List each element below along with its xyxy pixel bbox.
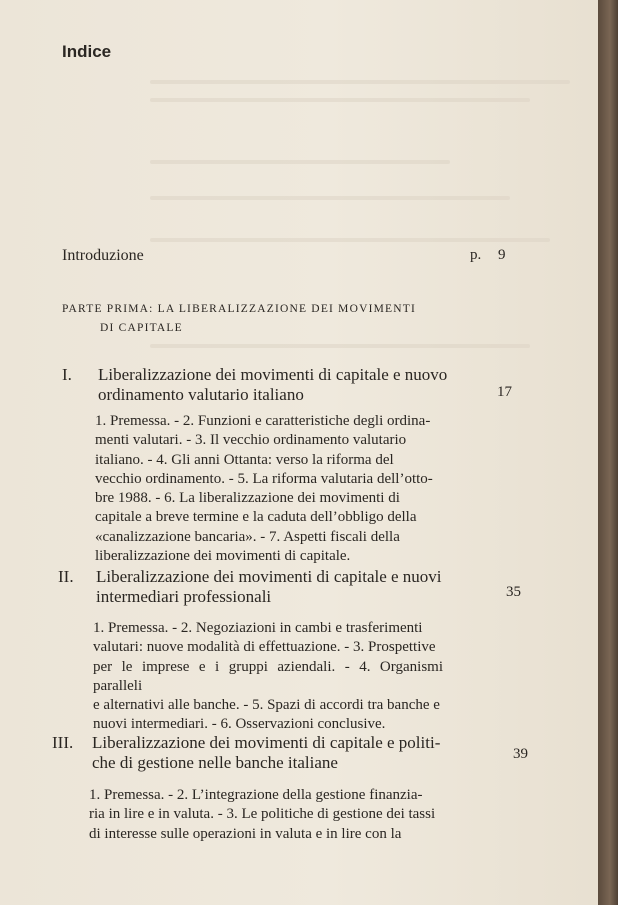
contents-line: menti valutari. - 3. Il vecchio ordinamento valutario (95, 432, 407, 449)
contents-line: bre 1988. - 6. La liberalizzazione dei movimenti di (95, 490, 400, 507)
chapter-title-line: Liberalizzazione dei movimenti di capitale e politi- (92, 733, 441, 752)
page-title: Indice (62, 42, 112, 61)
intro-page-number: 9 (498, 247, 506, 263)
chapter-page-number: 39 (513, 746, 528, 762)
chapter-title-line: Liberalizzazione dei movimenti di capitale e nuovi (96, 567, 442, 586)
chapter-title (96, 567, 496, 607)
chapter-contents (89, 786, 447, 844)
contents-line: liberalizzazione dei movimenti di capitale. (95, 548, 351, 565)
contents-line: valutari: nuove modalità di effettuazione. - 3. Prospettive (93, 639, 436, 656)
part-heading-line1: PARTE PRIMA: LA LIBERALIZZAZIONE DEI MOVIMENTI (62, 303, 417, 315)
contents-line: italiano. - 4. Gli anni Ottanta: verso la riforma del (95, 451, 394, 468)
contents-line: 1. Premessa. - 2. L’integrazione della gestione finanzia- (89, 787, 423, 803)
chapter-number: I. (62, 365, 72, 384)
contents-line: nuovi intermediari. - 6. Osservazioni conclusive. (93, 716, 386, 733)
chapter-number: II. (58, 567, 74, 586)
chapter-title-line: Liberalizzazione dei movimenti di capitale e nuovo (98, 365, 448, 384)
chapter-number: III. (52, 733, 74, 752)
background-surface (598, 0, 618, 905)
chapter-title (98, 365, 498, 405)
chapter-page-number: 35 (506, 584, 521, 600)
contents-line: di interesse sulle operazioni in valuta e in lire con la (89, 825, 402, 842)
chapter-contents (95, 412, 443, 566)
contents-line: ria in lire e in valuta. - 3. Le politiche di gestione dei tassi (89, 806, 436, 823)
intro-label: Introduzione (62, 247, 144, 264)
bleed-through (150, 196, 510, 200)
contents-line: «canalizzazione bancaria». - 7. Aspetti fiscali della (95, 528, 400, 545)
contents-line: 1. Premessa. - 2. Funzioni e caratteristiche degli ordina- (95, 413, 431, 429)
chapter-title-line: intermediari professionali (96, 587, 272, 606)
part-heading-line2: DI CAPITALE (100, 322, 183, 334)
contents-line: capitale a breve termine e la caduta dell’obbligo della (95, 509, 417, 526)
chapter-title (92, 733, 502, 773)
contents-line: e alternativi alle banche. - 5. Spazi di accordi tra banche e (93, 697, 440, 714)
intro-page-prefix: p. (470, 247, 482, 263)
chapter-contents (93, 619, 443, 735)
chapter-title-line: che di gestione nelle banche italiane (92, 753, 338, 772)
bleed-through (150, 344, 530, 348)
part-heading (62, 300, 462, 338)
bleed-through (150, 238, 550, 242)
bleed-through (150, 80, 570, 84)
chapter-page-number: 17 (497, 384, 512, 400)
bleed-through (150, 160, 450, 164)
bleed-through (150, 98, 530, 102)
contents-line: 1. Premessa. - 2. Negoziazioni in cambi e trasferimenti (93, 620, 423, 636)
contents-line: per le imprese e i gruppi aziendali. - 4. Organismi paralleli (93, 658, 443, 694)
contents-line: vecchio ordinamento. - 5. La riforma valutaria dell’otto- (95, 470, 433, 487)
chapter-title-line: ordinamento valutario italiano (98, 385, 304, 404)
